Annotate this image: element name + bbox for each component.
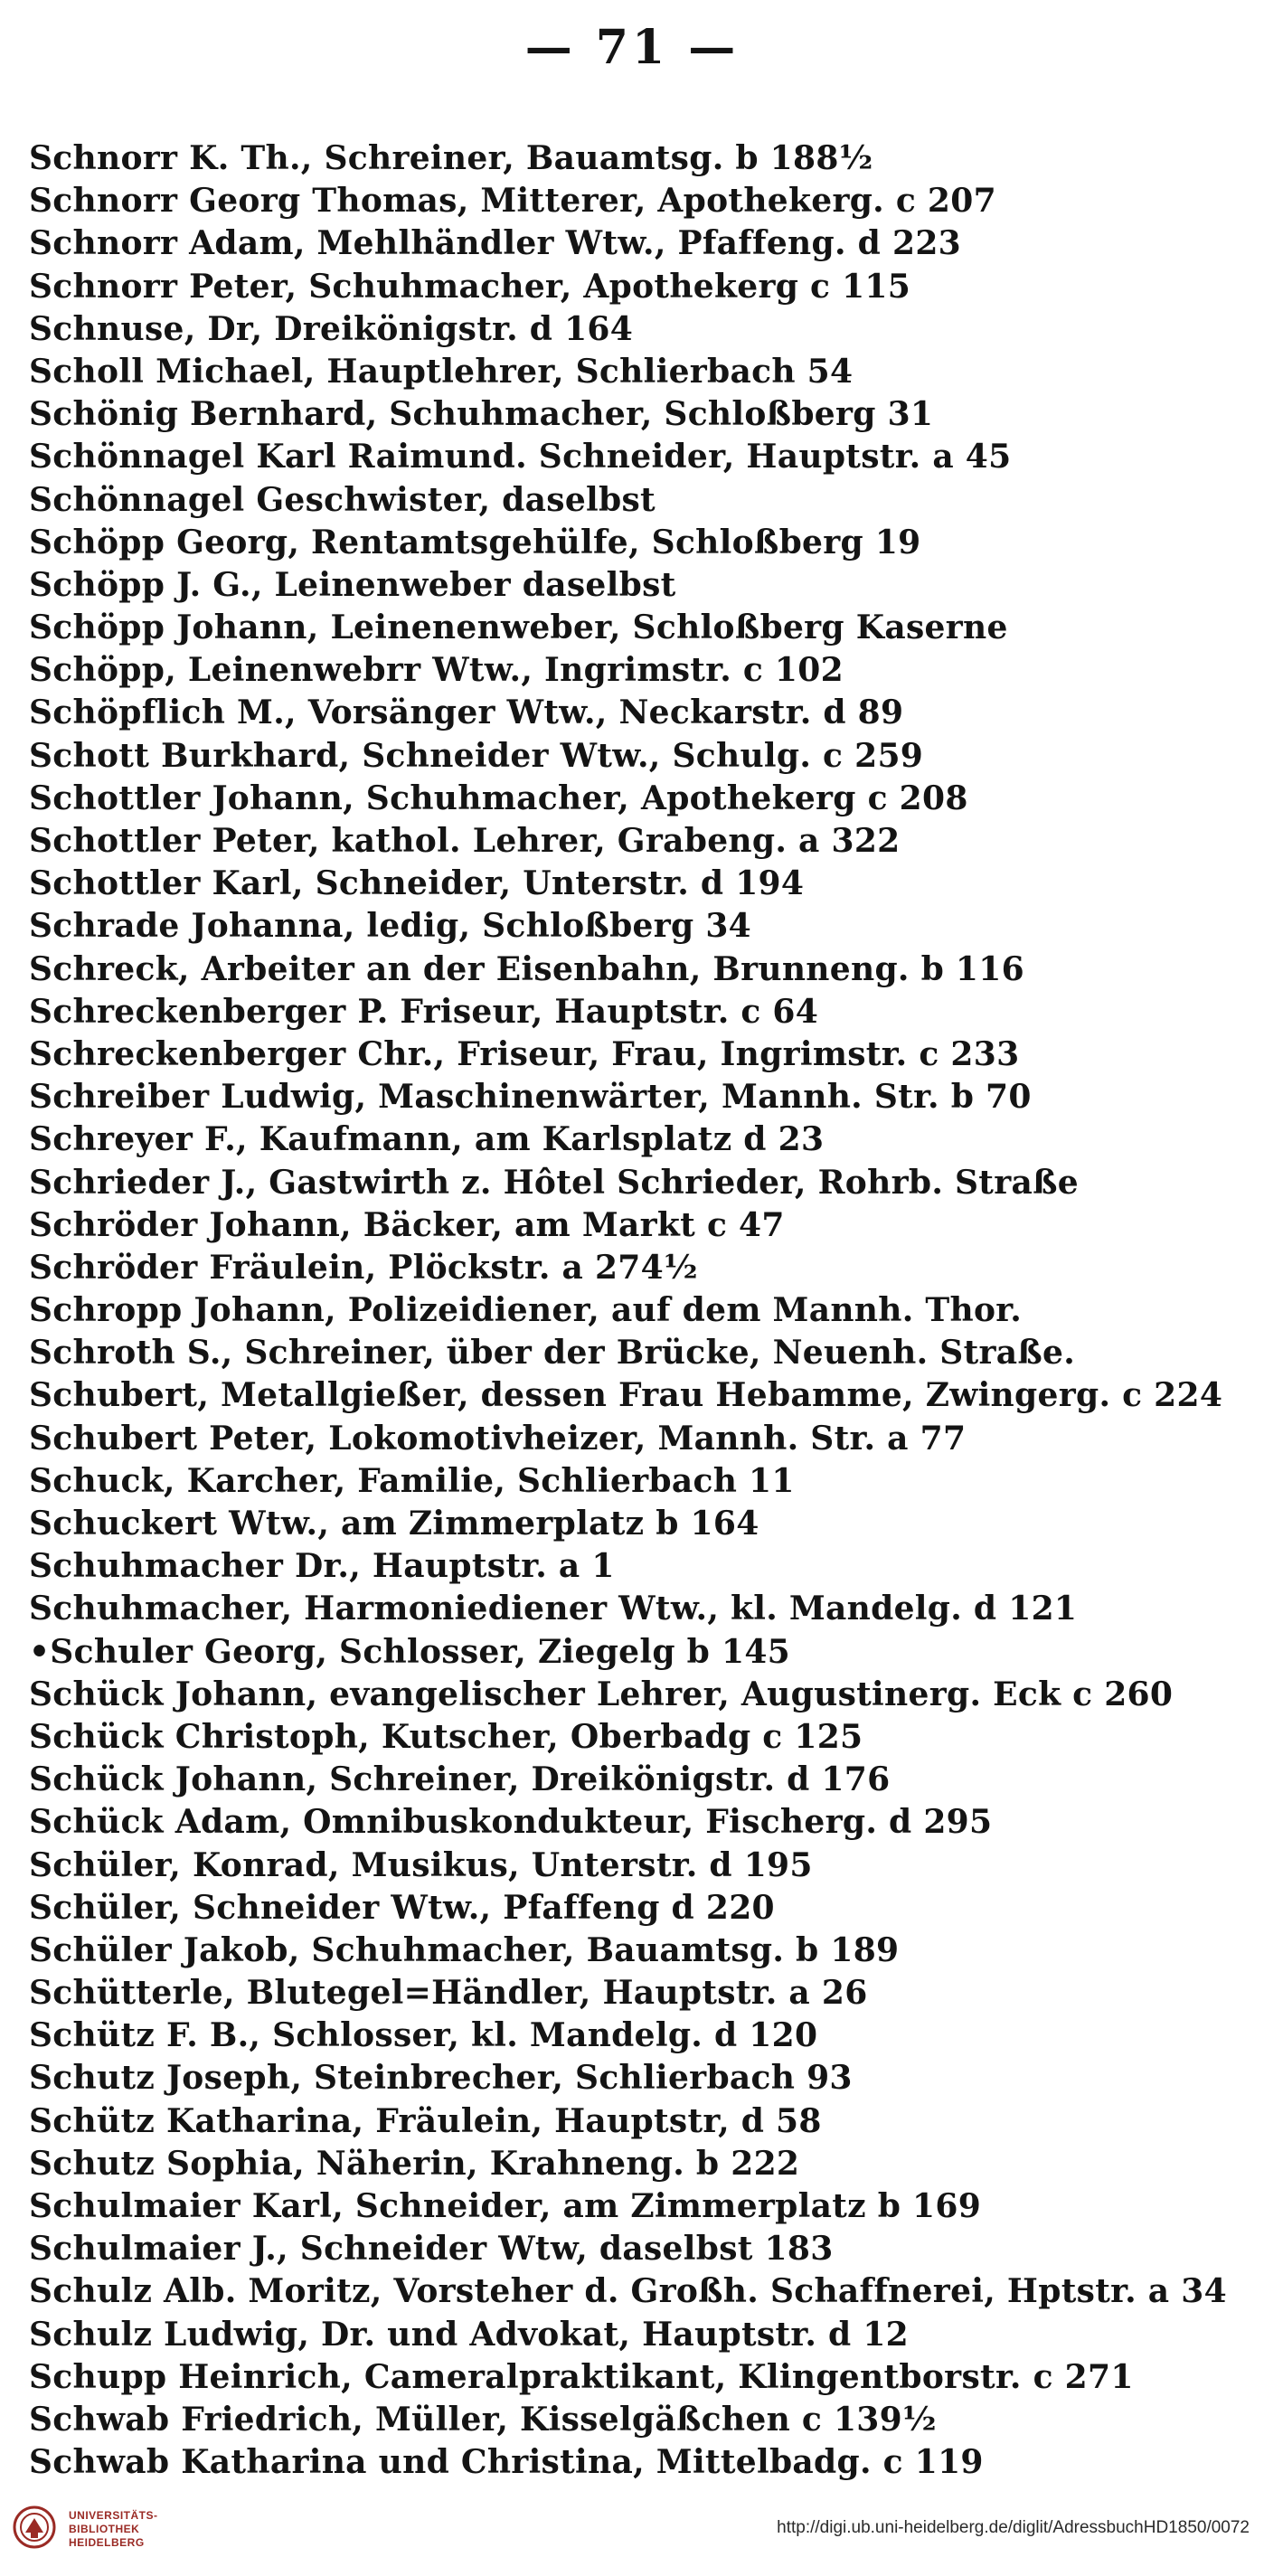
footer xyxy=(0,2486,1264,2576)
directory-entry: Schröder Johann, Bäcker, am Markt c 47 xyxy=(29,1205,785,1244)
directory-entry: Schottler Peter, kathol. Lehrer, Grabeng. a 322 xyxy=(29,822,901,860)
directory-entry: Schreck, Arbeiter an der Eisenbahn, Brunneng. b 116 xyxy=(29,949,1024,988)
directory-entry: Schreyer F., Kaufmann, am Karlsplatz d 23 xyxy=(29,1120,825,1159)
directory-entry: Schüler, Konrad, Musikus, Unterstr. d 195 xyxy=(29,1845,813,1884)
directory-entry: Schönig Bernhard, Schuhmacher, Schloßberg 31 xyxy=(29,395,934,434)
directory-entry: •Schuler Georg, Schlosser, Ziegelg b 145 xyxy=(29,1632,791,1671)
directory-entry: Schott Burkhard, Schneider Wtw., Schulg. c 259 xyxy=(29,736,924,775)
directory-entry: Schöpp Johann, Leinenenweber, Schloßberg Kaserne xyxy=(29,609,1008,647)
directory-entry: Schutz Joseph, Steinbrecher, Schlierbach 93 xyxy=(29,2059,853,2098)
library-name xyxy=(69,2509,158,2550)
directory-entry: Schulmaier Karl, Schneider, am Zimmerplatz b 169 xyxy=(29,2187,982,2225)
directory-entry: Schück Johann, evangelischer Lehrer, Augustinerg. Eck c 260 xyxy=(29,1675,1174,1713)
directory-entry: Schüler, Schneider Wtw., Pfaffeng d 220 xyxy=(29,1888,775,1927)
directory-entry: Schönnagel Geschwister, daselbst xyxy=(29,480,656,519)
directory-entry: Schubert Peter, Lokomotivheizer, Mannh. Str. a 77 xyxy=(29,1419,967,1458)
directory-entry: Schropp Johann, Polizeidiener, auf dem Mannh. Thor. xyxy=(29,1291,1023,1330)
directory-entry: Schüler Jakob, Schuhmacher, Bauamtsg. b 189 xyxy=(29,1930,900,1969)
directory-entry: Schöpflich M., Vorsänger Wtw., Neckarstr. d 89 xyxy=(29,694,904,732)
source-url[interactable]: http://digi.ub.uni-heidelberg.de/diglit/AdressbuchHD1850/0072 xyxy=(777,2518,1250,2537)
directory-entry: Schrieder J., Gastwirth z. Hôtel Schrieder, Rohrb. Straße xyxy=(29,1163,1079,1202)
directory-entry: Schütterle, Blutegel=Händler, Hauptstr. a 26 xyxy=(29,1974,868,2013)
directory-entry: Schottler Johann, Schuhmacher, Apothekerg c 208 xyxy=(29,778,968,817)
directory-entry: Schuhmacher, Harmoniediener Wtw., kl. Mandelg. d 121 xyxy=(29,1590,1078,1628)
directory-entry: Schöpp Georg, Rentamtsgehülfe, Schloßberg 19 xyxy=(29,523,921,561)
directory-entry: Schöpp, Leinenwebrr Wtw., Ingrimstr. c 102 xyxy=(29,651,844,690)
directory-entry: Schöpp J. G., Leinenweber daselbst xyxy=(29,565,676,604)
page-number: — 71 — xyxy=(524,20,740,75)
directory-entry: Schutz Sophia, Näherin, Krahneng. b 222 xyxy=(29,2144,800,2183)
directory-entry: Schulz Alb. Moritz, Vorsteher d. Großh. Schaffnerei, Hptstr. a 34 xyxy=(29,2272,1227,2311)
directory-entry: Schwab Friedrich, Müller, Kisselgäßchen c 139½ xyxy=(29,2400,937,2439)
directory-entry: Schnorr K. Th., Schreiner, Bauamtsg. b 188½ xyxy=(29,139,873,177)
directory-entry: Schroth S., Schreiner, über der Brücke, Neuenh. Straße. xyxy=(29,1334,1076,1373)
directory-entry: Schnorr Peter, Schuhmacher, Apothekerg c 115 xyxy=(29,267,911,306)
directory-entry: Schulmaier J., Schneider Wtw, daselbst 183 xyxy=(29,2230,834,2269)
directory-entry: Schuhmacher Dr., Hauptstr. a 1 xyxy=(29,1547,615,1586)
directory-entry: Schuck, Karcher, Familie, Schlierbach 11 xyxy=(29,1461,795,1500)
directory-entry: Schnorr Georg Thomas, Mitterer, Apothekerg. c 207 xyxy=(29,182,996,221)
directory-entry: Schnorr Adam, Mehlhändler Wtw., Pfaffeng. d 223 xyxy=(29,224,962,263)
library-name-line: BIBLIOTHEK xyxy=(69,2523,140,2535)
directory-entry-list xyxy=(29,137,1240,2484)
directory-entry: Schröder Fräulein, Plöckstr. a 274½ xyxy=(29,1248,698,1287)
directory-entry: Schubert, Metallgießer, dessen Frau Hebamme, Zwingerg. c 224 xyxy=(29,1376,1223,1415)
directory-entry: Schreiber Ludwig, Maschinenwärter, Mannh. Str. b 70 xyxy=(29,1078,1032,1117)
directory-entry: Schück Johann, Schreiner, Dreikönigstr. d 176 xyxy=(29,1760,891,1799)
directory-entry: Schuckert Wtw., am Zimmerplatz b 164 xyxy=(29,1505,759,1543)
directory-entry: Schnuse, Dr, Dreikönigstr. d 164 xyxy=(29,309,634,348)
directory-entry: Scholl Michael, Hauptlehrer, Schlierbach 54 xyxy=(29,352,854,391)
directory-entry: Schütz Katharina, Fräulein, Hauptstr, d 58 xyxy=(29,2101,822,2140)
directory-entry: Schück Adam, Omnibuskondukteur, Fischerg. d 295 xyxy=(29,1803,993,1842)
library-name-line: HEIDELBERG xyxy=(69,2536,145,2549)
directory-entry: Schreckenberger P. Friseur, Hauptstr. c 64 xyxy=(29,992,819,1031)
university-seal-icon xyxy=(13,2505,56,2549)
directory-entry: Schütz F. B., Schlosser, kl. Mandelg. d 120 xyxy=(29,2016,818,2055)
directory-entry: Schupp Heinrich, Cameralpraktikant, Klingentborstr. c 271 xyxy=(29,2357,1134,2396)
directory-entry: Schück Christoph, Kutscher, Oberbadg c 125 xyxy=(29,1717,863,1756)
directory-entry: Schrade Johanna, ledig, Schloßberg 34 xyxy=(29,907,752,946)
directory-entry: Schönnagel Karl Raimund. Schneider, Hauptstr. a 45 xyxy=(29,438,1012,477)
directory-entry: Schreckenberger Chr., Friseur, Frau, Ingrimstr. c 233 xyxy=(29,1034,1020,1073)
library-name-line: UNIVERSITÄTS- xyxy=(69,2509,158,2522)
directory-entry: Schwab Katharina und Christina, Mittelbadg. c 119 xyxy=(29,2443,984,2482)
directory-entry: Schottler Karl, Schneider, Unterstr. d 194 xyxy=(29,864,805,903)
directory-entry: Schulz Ludwig, Dr. und Advokat, Hauptstr. d 12 xyxy=(29,2315,910,2354)
